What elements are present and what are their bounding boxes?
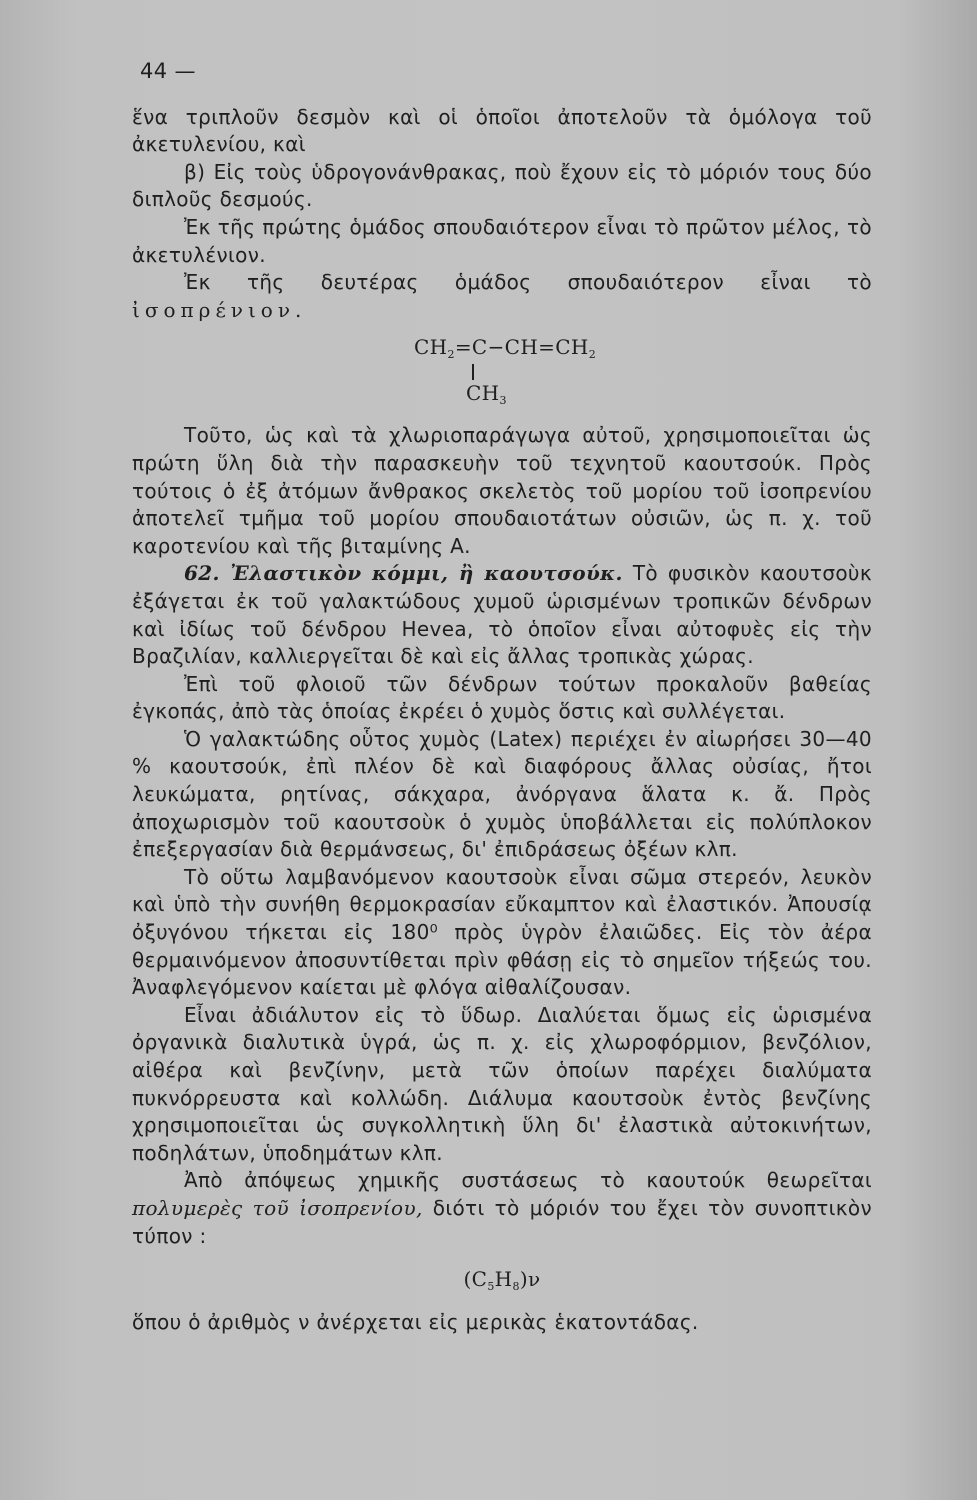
paragraph: Ἐπὶ τοῦ φλοιοῦ τῶν δένδρων τούτων προκαλοῦν βαθείας ἐγκοπάς, ἀπὸ τὰς ὁποίας ἐκρέει ὁ χυμὸς ὅστις καὶ συλλέγεται. — [132, 671, 872, 724]
page-number: 44 — — [140, 59, 196, 83]
spaced-term-isoprene: ἰσοπρένιον. — [132, 297, 307, 322]
paragraph: ὅπου ὁ ἀριθμὸς ν ἀνέρχεται εἰς μερικὰς ἑκατοντάδας. — [132, 1309, 699, 1334]
section-heading: 62. Ἐλαστικὸν κόμμι, ἢ καουτσούκ. — [184, 561, 623, 586]
paragraph: Ὁ γαλακτώδης οὗτος χυμὸς (Latex) περιέχει ἐν αἰωρήσει 30—40 % καουτσούκ, ἐπὶ πλέον δὲ καὶ διαφόρους ἄλλας οὐσίας, ἤτοι λευκώματα, ρητίνας, σάκχαρα, ἀνόργανα ἅλατα κ. ἄ. Πρὸς ἀποχωρισμὸν τοῦ καουτσοὺκ ὁ χυμὸς ὑποβάλλεται εἰς πολύπλοκον ἐπεξεργασίαν διὰ θερμάνσεως, δι' ἐπιδράσεως ὀξέων κλπ. — [132, 726, 872, 862]
paragraph-text: Ἐκ τῆς δευτέρας ὁμάδος σπουδαιότερον εἶναι τὸ — [184, 270, 872, 295]
page-text — [132, 58, 872, 1336]
paragraph-text: Ἀπὸ ἀπόψεως χημικῆς συστάσεως τὸ καουτούκ θεωρεῖται — [184, 1168, 872, 1193]
paragraph — [132, 269, 872, 324]
paragraph: Τοῦτο, ὡς καὶ τὰ χλωριοπαράγωγα αὐτοῦ, χρησιμοποιεῖται ὡς πρώτη ὕλη διὰ τὴν παρασκευὴν τοῦ τεχνητοῦ καουτσούκ. Πρὸς τούτοις ὁ ἐξ ἀτόμων ἄνθρακος σκελετὸς τοῦ μορίου τοῦ ἰσοπρενίου ἀποτελεῖ τμῆμα τοῦ μορίου σπουδαιοτάτων οὐσιῶν, ὡς π. χ. τοῦ καροτενίου καὶ τῆς βιταμίνης Α. — [132, 423, 872, 558]
emphasized-term: πολυμερὲς τοῦ ἰσοπρενίου, — [132, 1195, 423, 1220]
polymer-formula: $(C_5H_8)\nu$ — [463, 1267, 541, 1294]
methyl-group: $CH_3$ — [466, 381, 507, 408]
paragraph-text: Τὸ φυσικὸν καουτσοὺκ ἐξάγεται ἐκ τοῦ γαλακτώδους χυμοῦ ὡρισμένων τροπικῶν δένδρων καὶ ἰδίως τοῦ δένδρου Hevea, τὸ ὁποῖον εἶναι αὐτοφυὲς εἰς τὴν Βραζιλίαν, καλλιεργεῖται δὲ καὶ εἰς ἄλλας τροπικὰς χώρας. — [132, 561, 872, 669]
isoprene-main-chain: $CH_2=C-CH=CH_2$ — [414, 335, 597, 362]
paragraph-section-62 — [132, 560, 872, 670]
paragraph: Ἐκ τῆς πρώτης ὁμάδος σπουδαιότερον εἶναι τὸ πρῶτον μέλος, τὸ ἀκετυλένιον. — [132, 214, 872, 267]
bond-line — [472, 364, 474, 380]
paragraph: ἕνα τριπλοῦν δεσμὸν καὶ οἱ ὁποῖοι ἀποτελοῦν τὰ ὁμόλογα τοῦ ἀκετυλενίου, καὶ — [132, 104, 872, 157]
paragraph-text: διότι τὸ μόριόν του ἔχει τὸν συνοπτικὸν τύπον : — [132, 1195, 872, 1248]
paragraph: β) Εἰς τοὺς ὑδρογονάνθρακας, ποὺ ἔχουν εἰς τὸ μόριόν τους δύο διπλοῦς δεσμούς. — [132, 159, 872, 212]
paragraph: Τὸ οὕτω λαμβανόμενον καουτσοὺκ εἶναι σῶμα στερεόν, λευκὸν καὶ ὑπὸ τὴν συνήθη θερμοκρασίαν εὔκαμπτον καὶ ἐλαστικόν. Ἀπουσίᾳ ὀξυγόνου τήκεται εἰς 180⁰ πρὸς ὑγρὸν ἐλαιῶδες. Εἰς τὸν ἀέρα θερμαινόμενον ἀποσυντίθεται πρὶν φθάσῃ εἰς τὸ σημεῖον τήξεώς του. Ἀναφλεγόμενον καίεται μὲ φλόγα αἰθαλίζουσαν. — [132, 864, 872, 1000]
paragraph: Εἶναι ἀδιάλυτον εἰς τὸ ὕδωρ. Διαλύεται ὅμως εἰς ὡρισμένα ὀργανικὰ διαλυτικὰ ὑγρά, ὡς π. χ. εἰς χλωροφόρμιον, βενζόλιον, αἰθέρα καὶ βενζίνην, μετὰ τῶν ὁποίων παρέχει διαλύματα πυκνόρρευστα καὶ κολλώδη. Διάλυμα καουτσοὺκ ἐντὸς βενζίνης χρησιμοποιεῖται ὡς συγκολλητικὴ ὕλη δι' ἐλαστικὰ αὐτοκινήτων, ποδηλάτων, ὑποδημάτων κλπ. — [132, 1002, 872, 1165]
isoprene-formula — [132, 324, 872, 422]
paragraph — [132, 1167, 872, 1250]
